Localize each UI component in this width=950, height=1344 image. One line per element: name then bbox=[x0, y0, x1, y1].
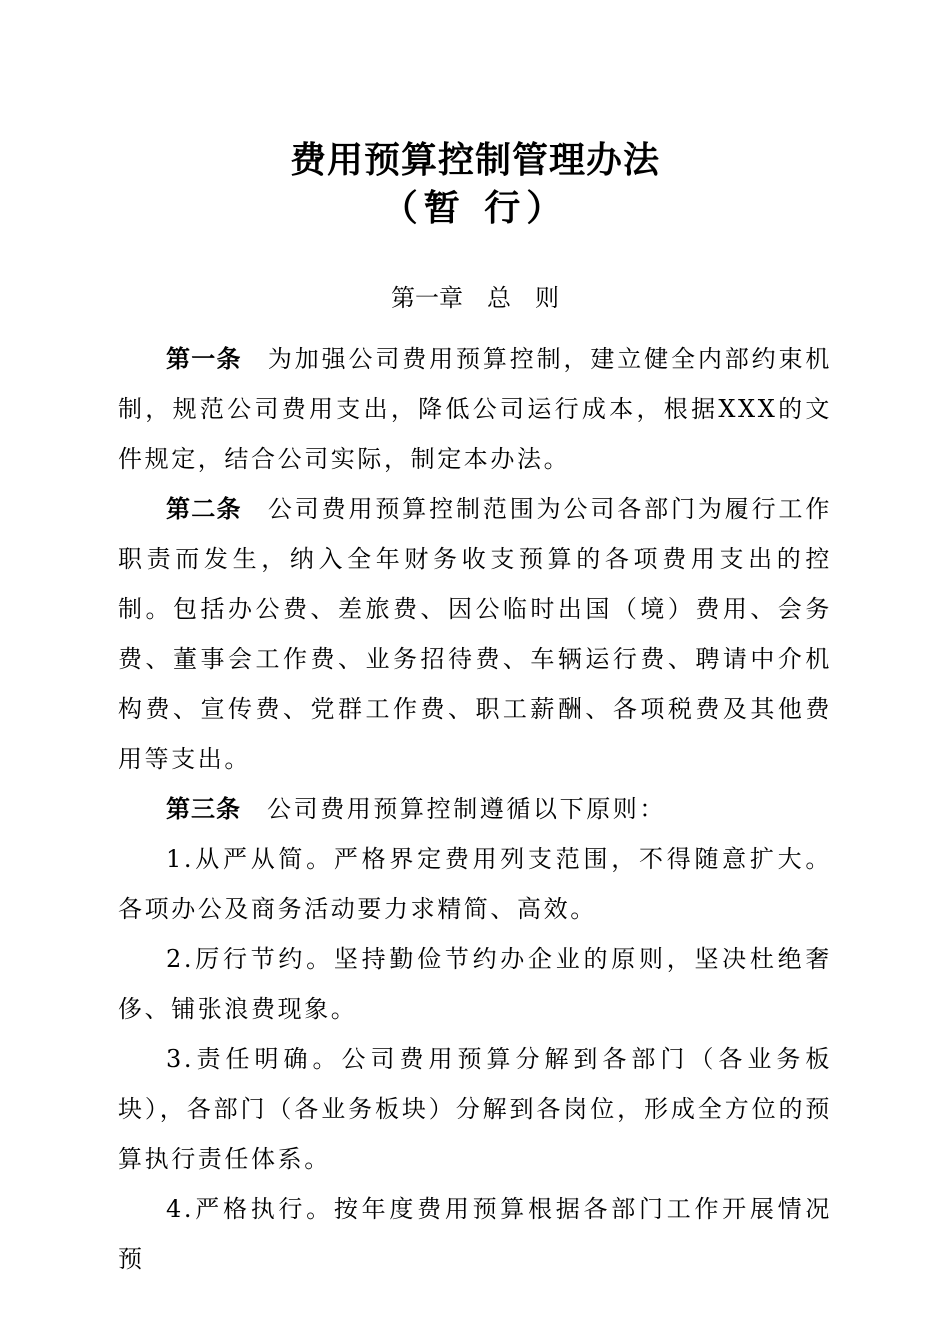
chapter-heading: 第一章 总 则 bbox=[391, 284, 559, 312]
document-page bbox=[118, 0, 832, 1344]
document-title: 费用预算控制管理办法 bbox=[289, 139, 660, 181]
principle-text: 4.严格执行。按年度费用预算根据各部门工作开展情况预 bbox=[118, 1195, 832, 1273]
principle-item bbox=[118, 1034, 832, 1184]
principle-item bbox=[118, 934, 832, 1034]
principle-item bbox=[118, 834, 832, 934]
article-label: 第三条 bbox=[166, 795, 241, 823]
principle-text: 1.从严从简。严格界定费用列支范围，不得随意扩大。各项办公及商务活动要力求精简、高效。 bbox=[118, 845, 832, 923]
article-paragraph bbox=[118, 484, 832, 784]
article-label: 第一条 bbox=[166, 345, 242, 373]
article-text: 公司费用预算控制范围为公司各部门为履行工作职责而发生，纳入全年财务收支预算的各项费用支出的控制。包括办公费、差旅费、因公临时出国（境）费用、会务费、董事会工作费、业务招待费、车辆运行费、聘请中介机构费、宣传费、党群工作费、职工薪酬、各项税费及其他费用等支出。 bbox=[118, 495, 832, 773]
article-text: 公司费用预算控制遵循以下原则： bbox=[267, 795, 666, 823]
article-text: 为加强公司费用预算控制，建立健全内部约束机制，规范公司费用支出，降低公司运行成本，根据XXX的文件规定，结合公司实际，制定本办法。 bbox=[118, 345, 832, 473]
principle-text: 2.厉行节约。坚持勤俭节约办企业的原则，坚决杜绝奢侈、铺张浪费现象。 bbox=[118, 945, 832, 1023]
article-paragraph bbox=[118, 334, 832, 484]
principle-text: 3.责任明确。公司费用预算分解到各部门（各业务板块），各部门（各业务板块）分解到各岗位，形成全方位的预算执行责任体系。 bbox=[118, 1045, 832, 1173]
principle-item bbox=[118, 1184, 832, 1284]
document-subtitle: （暂 行） bbox=[381, 187, 569, 229]
document-body bbox=[118, 334, 832, 1284]
article-paragraph bbox=[118, 784, 832, 834]
article-label: 第二条 bbox=[166, 495, 242, 523]
